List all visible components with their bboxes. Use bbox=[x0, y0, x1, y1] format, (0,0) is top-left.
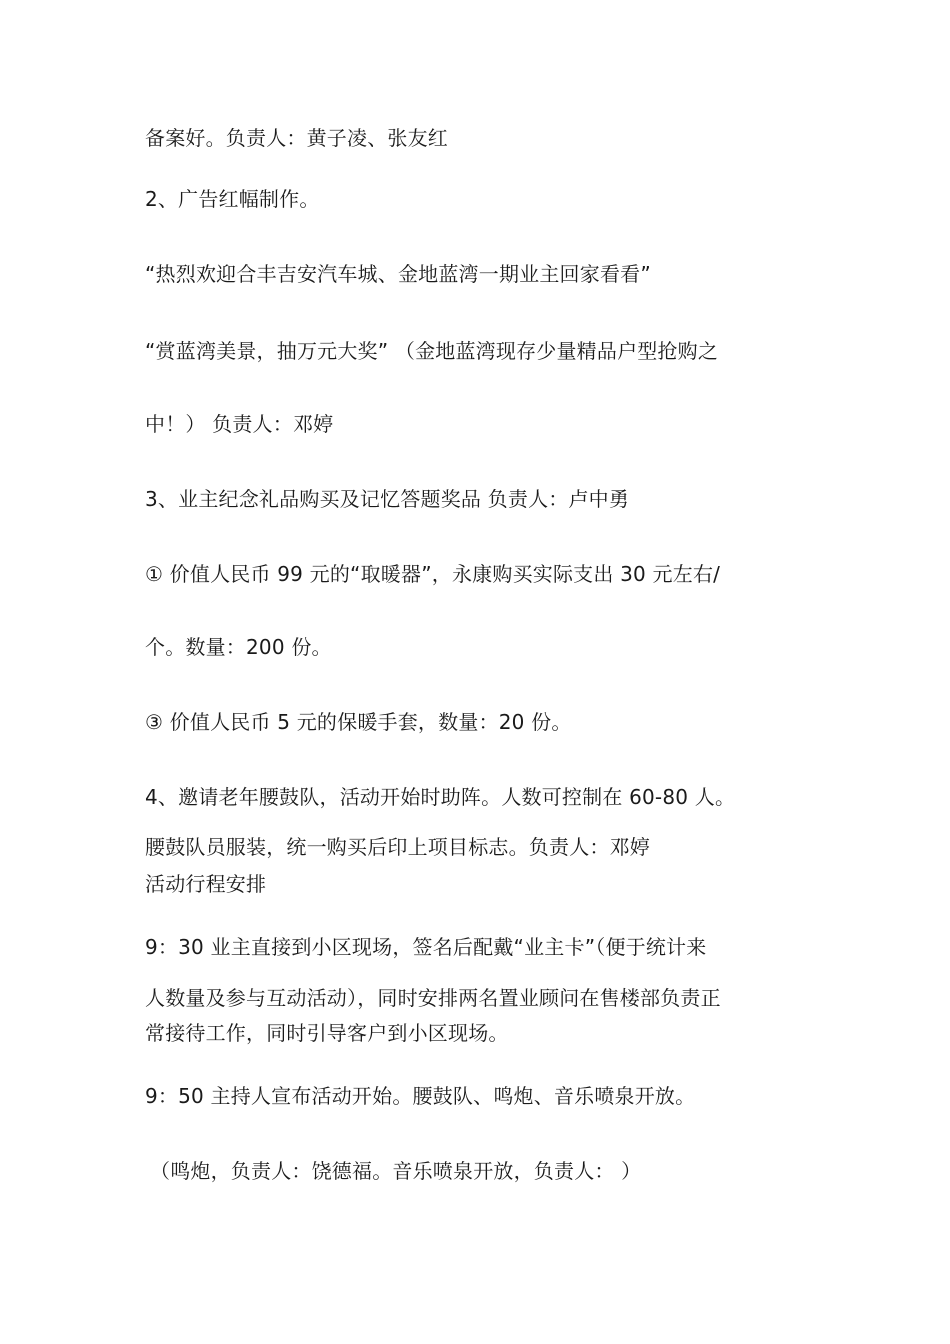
text-line: （鸣炮，负责人：饶德福。音乐喷泉开放，负责人： ） bbox=[150, 1159, 642, 1183]
text-line: 3、业主纪念礼品购买及记忆答题奖品 负责人：卢中勇 bbox=[145, 487, 630, 511]
text-line: 常接待工作，同时引导客户到小区现场。 bbox=[145, 1021, 509, 1045]
text-line: 2、广告红幅制作。 bbox=[145, 187, 320, 211]
text-line: 9：30 业主直接到小区现场，签名后配戴“业主卡”（便于统计来 bbox=[145, 935, 707, 959]
text-line: 中！） 负责人：邓婷 bbox=[145, 412, 334, 436]
text-line: 备案好。负责人：黄子凌、张友红 bbox=[145, 126, 448, 150]
text-line: 人数量及参与互动活动），同时安排两名置业顾问在售楼部负责正 bbox=[145, 986, 721, 1010]
text-line: 个。数量：200 份。 bbox=[145, 635, 332, 659]
text-line: “赏蓝湾美景，抽万元大奖” （金地蓝湾现存少量精品户型抢购之 bbox=[145, 339, 719, 363]
text-line: 9：50 主持人宣布活动开始。腰鼓队、鸣炮、音乐喷泉开放。 bbox=[145, 1084, 696, 1108]
section-heading: 活动行程安排 bbox=[145, 872, 267, 896]
text-line: 4、邀请老年腰鼓队，活动开始时助阵。人数可控制在 60-80 人。 bbox=[145, 785, 736, 809]
text-line: 腰鼓队员服装，统一购买后印上项目标志。负责人：邓婷 bbox=[145, 835, 650, 859]
text-line: “热烈欢迎合丰吉安汽车城、金地蓝湾一期业主回家看看” bbox=[145, 262, 651, 286]
text-line: ① 价值人民币 99 元的“取暖器”，永康购买实际支出 30 元左右/ bbox=[145, 562, 721, 586]
text-line: ③ 价值人民币 5 元的保暖手套，数量：20 份。 bbox=[145, 710, 572, 734]
